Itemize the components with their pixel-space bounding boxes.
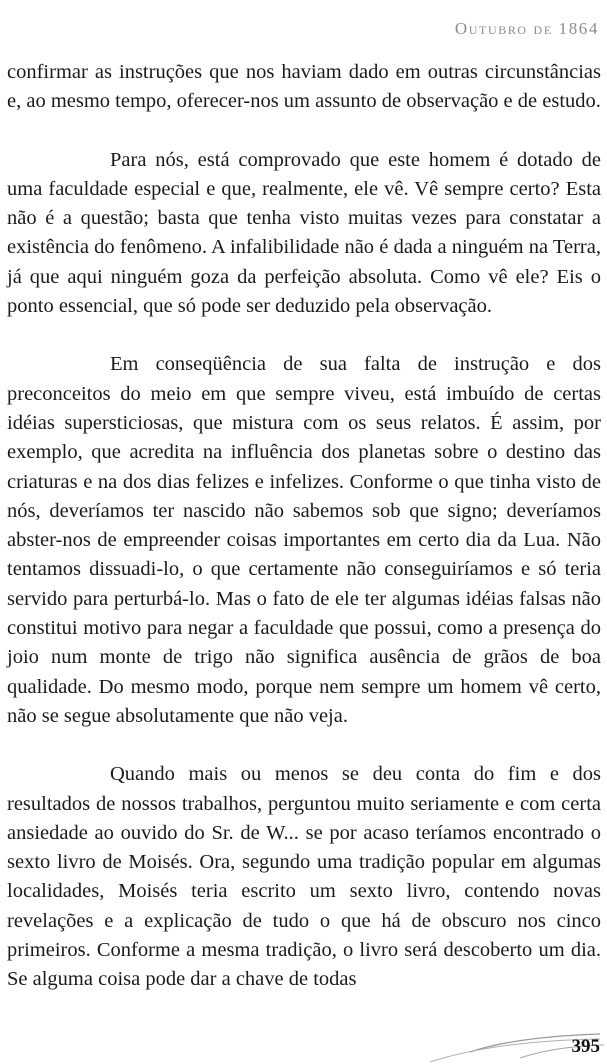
paragraph-2: Para nós, está comprovado que este homem é dotado de uma faculdade especial e que, realmente, ele vê. Vê sempre certo? Esta não é a questão; basta que tenha visto muitas vezes para constatar a existência do fenômeno. A infalibilidade não é dada a ninguém na Terra, já que aqui ninguém goza da perfeição absoluta. Como vê ele? Eis o ponto essencial, que só pode ser deduzido pela observação. xyxy=(7,148,601,318)
running-header: Outubro de 1864 xyxy=(454,19,599,38)
page-number: 395 xyxy=(571,1036,600,1057)
swoosh-ornament-icon xyxy=(0,1022,607,1064)
paragraph-4: Quando mais ou menos se deu conta do fim e dos resultados de nossos trabalhos, perguntou muito seriamente e com certa ansiedade ao ouvido do Sr. de W... se por acaso teríamos encontrado o sexto livro de Moisés. Ora, segundo uma tradição popular em algumas localidades, Moisés teria escrito um sexto livro, contendo novas revelações e a explicação de tudo o que há de obscuro nos cinco primeiros. Conforme a mesma tradição, o livro será descoberto um dia. Se alguma coisa pode dar a chave de todas xyxy=(7,763,601,991)
page-footer xyxy=(0,1022,607,1064)
paragraph-3: Em conseqüência de sua falta de instrução e dos preconceitos do meio em que sempre viveu, está imbuído de certas idéias supersticiosas, que mistura com os seus relatos. É assim, por exemplo, que acredita na influência dos planetas sobre o destino das criaturas e na dos dias felizes e infelizes. Conforme o que tinha visto de nós, deveríamos ter nascido não sabemos sob que signo; deveríamos abster-nos de empreender coisas importantes em certo dia da Lua. Não tentamos dissuadi-lo, o que certamente não conseguiríamos e só teria servido para perturbá-lo. Mas o fato de ele ter algumas idéias falsas não constitui motivo para negar a faculdade que possui, como a presença do joio num monte de trigo não significa ausência de grãos de boa qualidade. Do mesmo modo, porque nem sempre um homem vê certo, não se segue absolutamente que não veja. xyxy=(7,353,601,727)
paragraph-1: confirmar as instruções que nos haviam dado em outras circunstâncias e, ao mesmo tempo, oferecer-nos um assunto de observação e de estudo. xyxy=(7,61,601,113)
page-body xyxy=(7,58,601,995)
